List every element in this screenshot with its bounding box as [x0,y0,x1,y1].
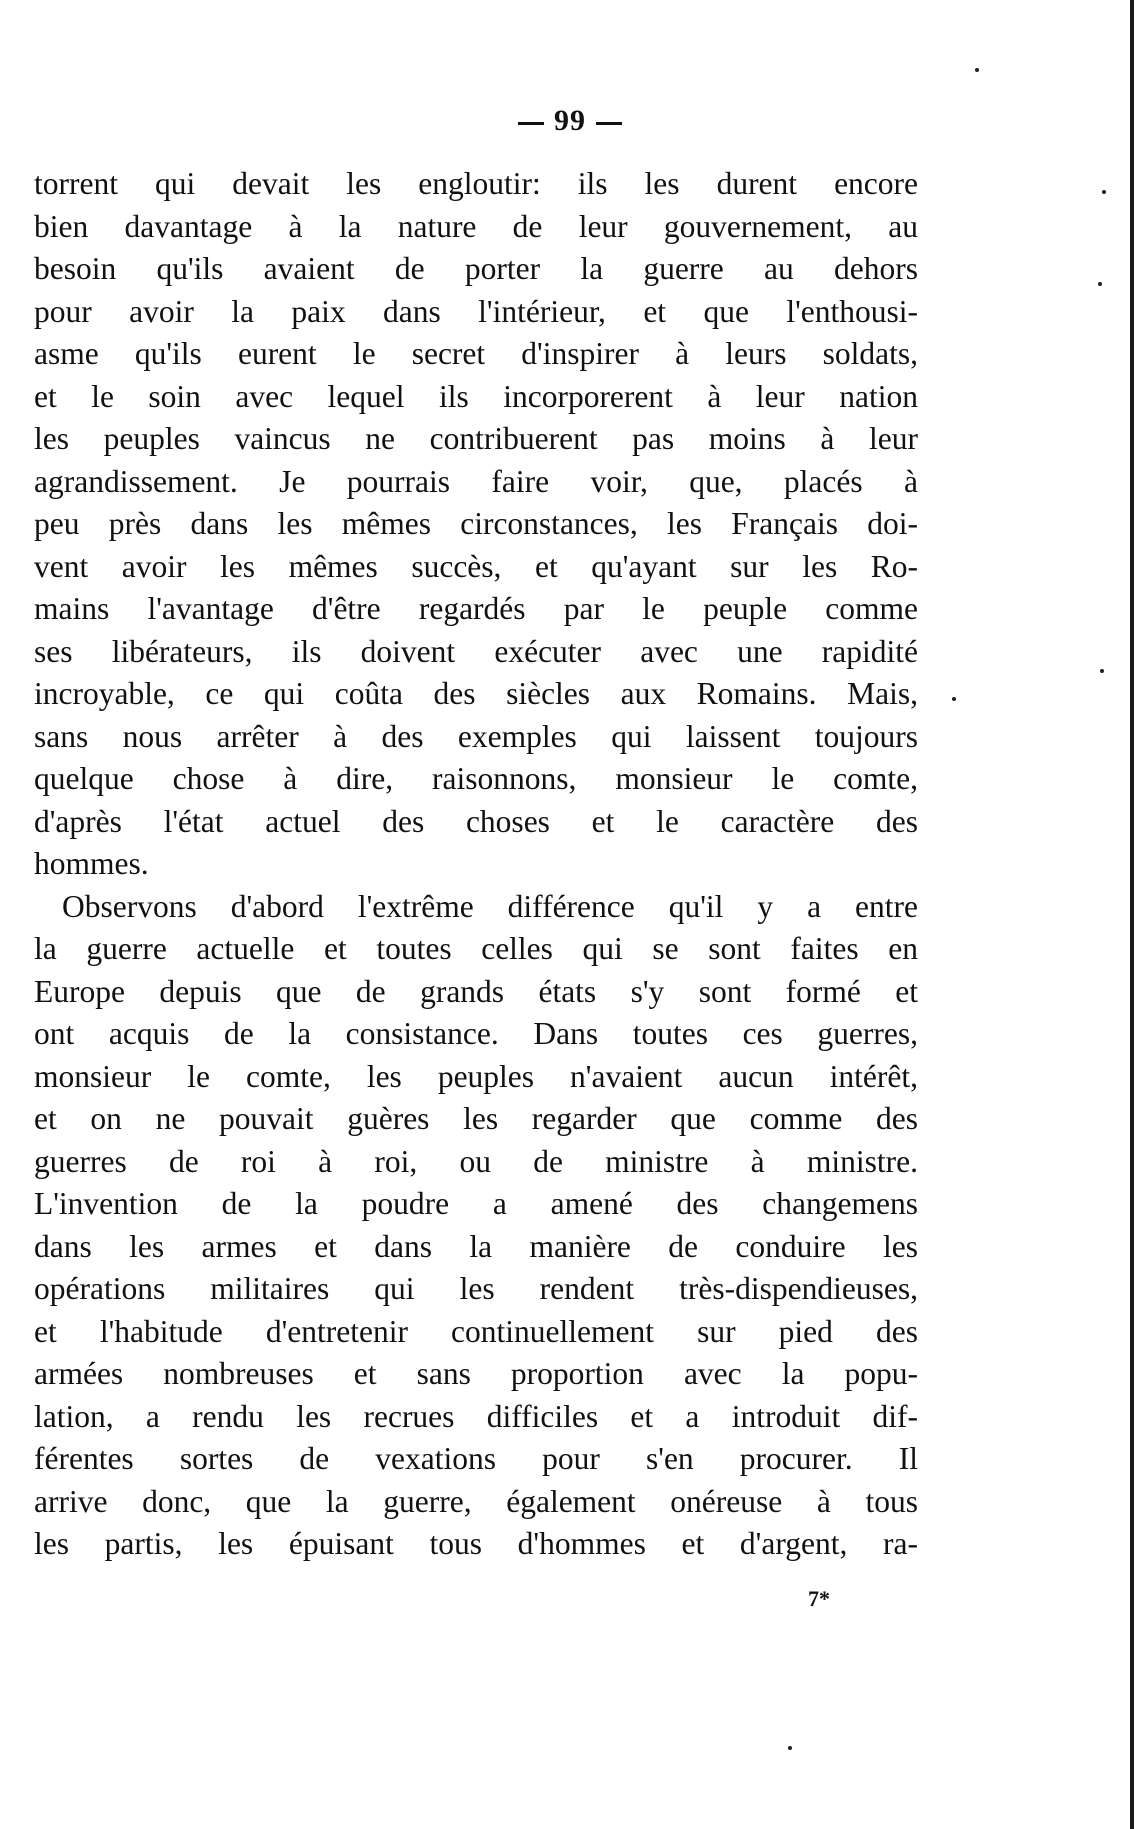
text-line: lation, a rendu les recrues difficiles et a introduit dif- [34,1398,918,1434]
text-line: L'invention de la poudre a amené des changemens [34,1186,918,1221]
text-line: agrandissement. Je pourrais faire voir, que, placés à [34,463,918,499]
signature-mark: 7* [808,1586,830,1611]
text-line: peu près dans les mêmes circonstances, les Français doi- [34,506,918,541]
text-line: sans nous arrêter à des exemples qui laissent toujours [34,718,918,754]
text-line: et on ne pouvait guères les regarder que comme des [34,1101,918,1136]
text-line: Europe depuis que de grands états s'y sont formé et [34,973,918,1009]
print-speck [1098,282,1102,286]
text-line: mains l'avantage d'être regardés par le peuple comme [34,591,918,626]
text-line: quelque chose à dire, raisonnons, monsieur le comte, [34,761,918,796]
text-line: dans les armes et dans la manière de conduire les [34,1228,918,1264]
text-line: vent avoir les mêmes succès, et qu'ayant sur les Ro- [34,548,918,584]
text-line: torrent qui devait les engloutir: ils les durent encore [34,166,918,201]
text-line: arrive donc, que la guerre, également onéreuse à tous [34,1483,918,1519]
text-line: et le soin avec lequel ils incorporerent à leur nation [34,378,918,414]
text-line: incroyable, ce qui coûta des siècles aux Romains. Mais, [34,676,918,711]
text-line: Observons d'abord l'extrême différence qu'il y a entre [62,888,918,924]
text-line: guerres de roi à roi, ou de ministre à ministre. [34,1143,918,1179]
text-line: d'après l'état actuel des choses et le caractère des [34,803,918,839]
page-number: 99 [0,104,1140,138]
text-line: les partis, les épuisant tous d'hommes et d'argent, ra- [34,1526,918,1561]
text-line: asme qu'ils eurent le secret d'inspirer à leurs soldats, [34,336,918,371]
print-speck [975,68,979,72]
text-line: les peuples vaincus ne contribuerent pas moins à leur [34,421,918,456]
text-line: ses libérateurs, ils doivent exécuter avec une rapidité [34,633,918,669]
print-speck [1102,190,1106,194]
text-line: pour avoir la paix dans l'intérieur, et que l'enthousi- [34,293,918,329]
print-speck [1100,669,1104,673]
text-line: la guerre actuelle et toutes celles qui se sont faites en [34,931,918,966]
print-speck [788,1746,792,1750]
text-line: armées nombreuses et sans proportion avec la popu- [34,1356,918,1391]
text-line: opérations militaires qui les rendent très-dispendieuses, [34,1271,918,1306]
text-line: férentes sortes de vexations pour s'en procurer. Il [34,1441,918,1476]
text-line: hommes. [34,846,149,881]
page-edge-border [1130,0,1134,1829]
text-line: bien davantage à la nature de leur gouvernement, au [34,208,918,244]
body-text [34,163,918,1566]
text-line: ont acquis de la consistance. Dans toutes ces guerres, [34,1016,918,1051]
text-line: et l'habitude d'entretenir continuellement sur pied des [34,1313,918,1349]
text-line: monsieur le comte, les peuples n'avaient aucun intérêt, [34,1058,918,1094]
text-line: besoin qu'ils avaient de porter la guerre au dehors [34,251,918,286]
print-speck [952,697,956,701]
